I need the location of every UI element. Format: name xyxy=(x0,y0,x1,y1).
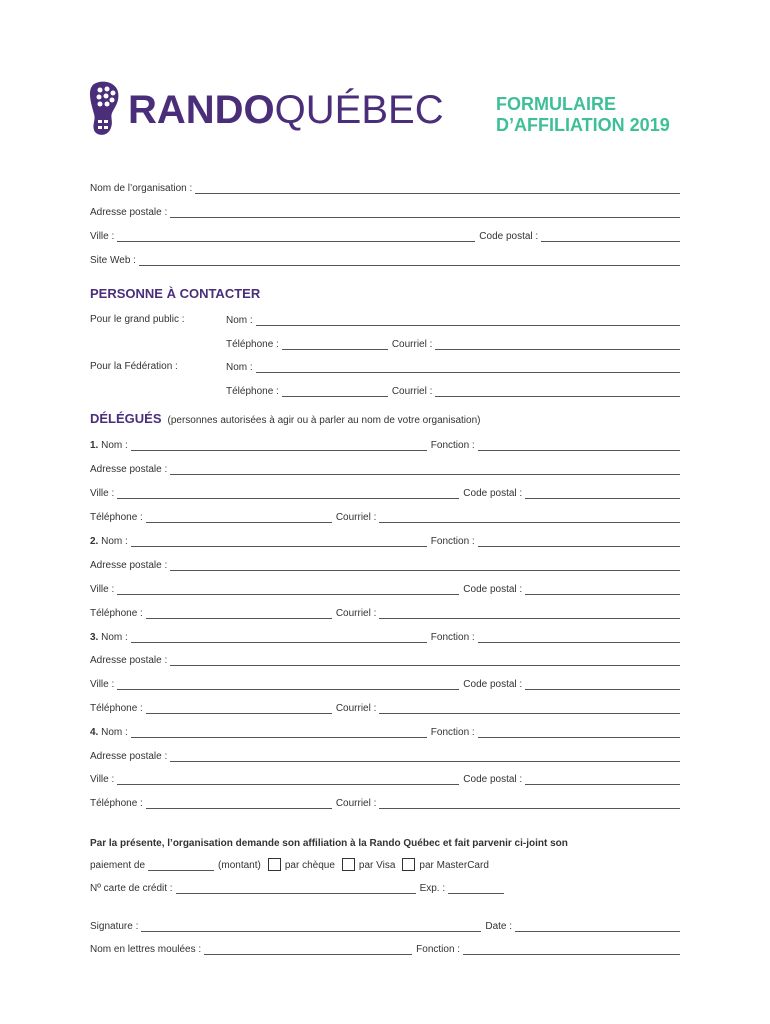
delegate-2-postal-field[interactable] xyxy=(525,584,680,595)
gp-name-row: Nom : xyxy=(226,312,680,326)
delegate-4-city-field[interactable] xyxy=(117,774,459,785)
org-address-row: Adresse postale : xyxy=(90,204,680,218)
amount-field[interactable] xyxy=(148,860,214,871)
affiliation-statement: Par la présente, l’organisation demande son affiliation à la Rando Québec et fait parvenir ci-joint son xyxy=(90,838,568,849)
form-title: FORMULAIRE D’AFFILIATION 2019 xyxy=(496,94,670,135)
fed-phone-field[interactable] xyxy=(282,386,388,397)
cheque-checkbox[interactable] xyxy=(268,858,281,871)
delegate-4-city-row: Ville : Code postal : xyxy=(90,771,680,785)
delegate-4-phone-field[interactable] xyxy=(146,798,332,809)
gp-phone-row: Téléphone : Courriel : xyxy=(226,336,680,350)
delegate-1-address-field[interactable] xyxy=(170,464,680,475)
brand-name: RANDOQUÉBEC xyxy=(128,88,444,132)
contact-heading: PERSONNE À CONTACTER xyxy=(90,286,261,301)
delegate-1-postal-field[interactable] xyxy=(525,488,680,499)
delegues-heading: DÉLÉGUÉS (personnes autorisées à agir ou à parler au nom de votre organisation) xyxy=(90,411,481,426)
gp-name-field[interactable] xyxy=(256,315,680,326)
delegate-2-role-field[interactable] xyxy=(478,536,680,547)
delegate-3-name-row: 3. Nom : Fonction : xyxy=(90,629,680,643)
org-city-field[interactable] xyxy=(117,231,475,242)
org-name-field[interactable] xyxy=(195,183,680,194)
delegate-4-postal-field[interactable] xyxy=(525,774,680,785)
delegate-2-email-field[interactable] xyxy=(379,608,680,619)
visa-checkbox[interactable] xyxy=(342,858,355,871)
delegate-1-name-field[interactable] xyxy=(131,440,427,451)
delegate-3-email-field[interactable] xyxy=(379,703,680,714)
delegate-4-address-row: Adresse postale : xyxy=(90,748,680,762)
delegate-4-address-field[interactable] xyxy=(170,751,680,762)
federation-label: Pour la Fédération : xyxy=(90,361,178,372)
delegate-4-email-field[interactable] xyxy=(379,798,680,809)
fed-phone-row: Téléphone : Courriel : xyxy=(226,383,680,397)
delegate-2-phone-field[interactable] xyxy=(146,608,332,619)
delegate-2-address-field[interactable] xyxy=(170,560,680,571)
card-number-field[interactable] xyxy=(176,883,416,894)
delegate-1-name-row: 1. Nom : Fonction : xyxy=(90,437,680,451)
delegate-2-city-field[interactable] xyxy=(117,584,459,595)
boot-print-icon xyxy=(88,80,122,138)
delegate-3-address-field[interactable] xyxy=(170,655,680,666)
date-field[interactable] xyxy=(515,921,680,932)
delegate-1-phone-field[interactable] xyxy=(146,512,332,523)
header xyxy=(88,76,688,146)
delegate-3-address-row: Adresse postale : xyxy=(90,652,680,666)
delegate-3-postal-field[interactable] xyxy=(525,679,680,690)
delegate-4-phone-row: Téléphone : Courriel : xyxy=(90,795,680,809)
fed-name-row: Nom : xyxy=(226,359,680,373)
delegate-2-address-row: Adresse postale : xyxy=(90,557,680,571)
payment-row: paiement de (montant) par chèque par Visa par MasterCard xyxy=(90,860,489,871)
org-postal-field[interactable] xyxy=(541,231,680,242)
delegate-2-city-row: Ville : Code postal : xyxy=(90,581,680,595)
delegate-3-phone-row: Téléphone : Courriel : xyxy=(90,700,680,714)
delegate-1-email-field[interactable] xyxy=(379,512,680,523)
delegate-3-city-row: Ville : Code postal : xyxy=(90,676,680,690)
org-city-row: Ville : Code postal : xyxy=(90,228,680,242)
delegate-4-name-field[interactable] xyxy=(131,727,427,738)
printed-name-field[interactable] xyxy=(204,944,412,955)
delegate-4-name-row: 4. Nom : Fonction : xyxy=(90,724,680,738)
signature-row: Signature : Date : xyxy=(90,918,680,932)
org-web-row: Site Web : xyxy=(90,252,680,266)
fed-name-field[interactable] xyxy=(256,362,680,373)
gp-phone-field[interactable] xyxy=(282,339,388,350)
delegate-4-role-field[interactable] xyxy=(478,727,680,738)
credit-card-row: Nº carte de crédit : Exp. : xyxy=(90,880,504,894)
fed-email-field[interactable] xyxy=(435,386,680,397)
card-expiry-field[interactable] xyxy=(448,883,504,894)
signature-field[interactable] xyxy=(141,921,481,932)
delegate-2-phone-row: Téléphone : Courriel : xyxy=(90,605,680,619)
delegate-3-name-field[interactable] xyxy=(131,632,427,643)
mastercard-checkbox[interactable] xyxy=(402,858,415,871)
delegate-1-phone-row: Téléphone : Courriel : xyxy=(90,509,680,523)
delegate-2-name-field[interactable] xyxy=(131,536,427,547)
org-address-field[interactable] xyxy=(170,207,680,218)
gp-email-field[interactable] xyxy=(435,339,680,350)
delegate-3-city-field[interactable] xyxy=(117,679,459,690)
delegate-1-city-row: Ville : Code postal : xyxy=(90,485,680,499)
delegate-3-phone-field[interactable] xyxy=(146,703,332,714)
signature-role-field[interactable] xyxy=(463,944,680,955)
delegate-1-city-field[interactable] xyxy=(117,488,459,499)
delegate-2-name-row: 2. Nom : Fonction : xyxy=(90,533,680,547)
delegate-1-role-field[interactable] xyxy=(478,440,680,451)
org-web-field[interactable] xyxy=(139,255,680,266)
printed-name-row: Nom en lettres moulées : Fonction : xyxy=(90,941,680,955)
org-name-row: Nom de l’organisation : xyxy=(90,180,680,194)
grand-public-label: Pour le grand public : xyxy=(90,314,185,325)
delegate-3-role-field[interactable] xyxy=(478,632,680,643)
delegate-1-address-row: Adresse postale : xyxy=(90,461,680,475)
